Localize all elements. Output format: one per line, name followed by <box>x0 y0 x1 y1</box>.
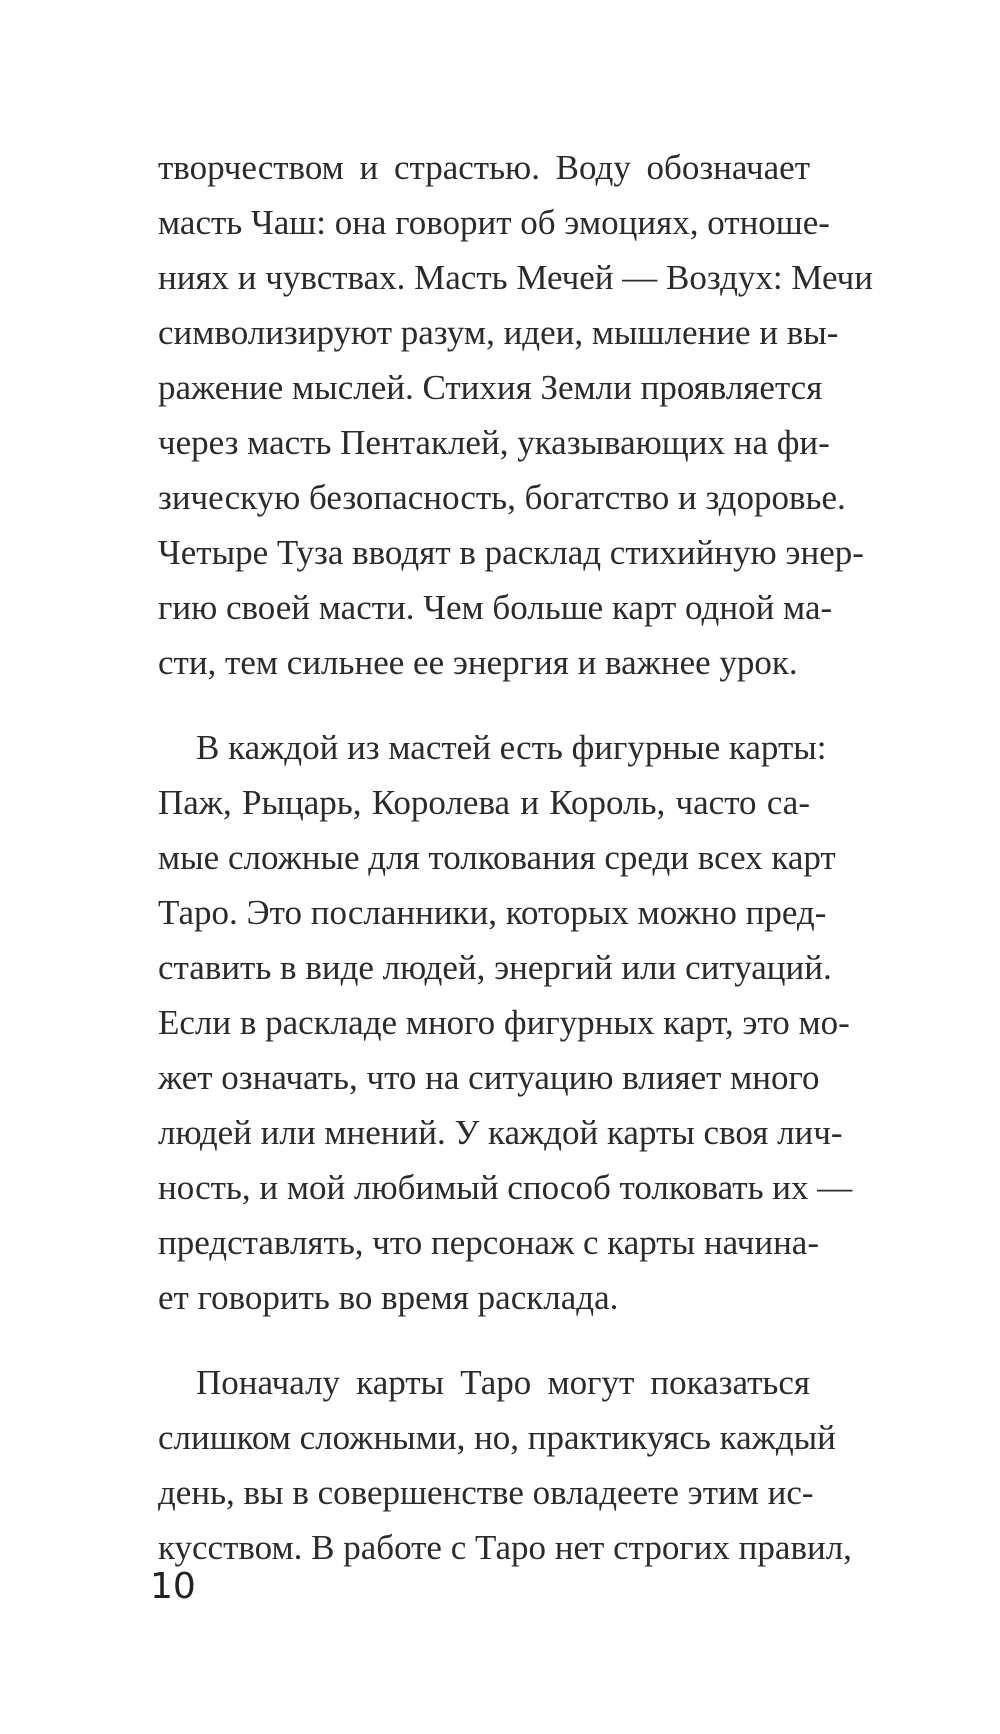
text-line: ражение мыслей. Стихия Земли проявляется <box>158 368 823 407</box>
paragraph <box>158 1355 852 1575</box>
text-line: Таро. Это посланники, которых можно пред- <box>158 893 827 932</box>
text-line: слишком сложными, но, практикуясь каждый <box>158 1418 836 1457</box>
text-line: Четыре Туза вводят в расклад стихийную энер- <box>158 533 864 572</box>
text-line: Паж, Рыцарь, Королева и Король, часто са- <box>158 783 810 822</box>
paragraph <box>158 140 874 690</box>
text-line: сти, тем сильнее ее энергия и важнее урок. <box>158 643 798 682</box>
text-line: масть Чаш: она говорит об эмоциях, отноше- <box>158 203 830 242</box>
text-line: зическую безопасность, богатство и здоровье. <box>158 478 846 517</box>
text-line: ставить в виде людей, энергий или ситуаций. <box>158 948 832 987</box>
text-line: Если в раскладе много фигурных карт, это мо- <box>158 1003 850 1042</box>
text-line: жет означать, что на ситуацию влияет много <box>158 1058 820 1097</box>
text-line: мые сложные для толкования среди всех карт <box>158 838 836 877</box>
text-line: ет говорить во время расклада. <box>158 1278 619 1317</box>
text-line: гию своей масти. Чем больше карт одной ма- <box>158 588 833 627</box>
text-line: В каждой из мастей есть фигурные карты: <box>196 728 827 767</box>
page-number: 10 <box>150 1566 196 1607</box>
text-line: представлять, что персонаж с карты начина- <box>158 1223 819 1262</box>
text-line: кусством. В работе с Таро нет строгих правил, <box>158 1528 852 1567</box>
page-body-text <box>158 140 874 1605</box>
text-line: через масть Пентаклей, указывающих на фи- <box>158 423 830 462</box>
text-line: Поначалу карты Таро могут показаться <box>196 1363 810 1402</box>
text-line: людей или мнений. У каждой карты своя лич- <box>158 1113 843 1152</box>
paragraph <box>158 720 853 1325</box>
text-line: ниях и чувствах. Масть Мечей — Воздух: Мечи <box>158 258 874 297</box>
text-line: творчеством и страстью. Воду обозначает <box>158 148 810 187</box>
text-line: символизируют разум, идеи, мышление и вы- <box>158 313 839 352</box>
text-line: ность, и мой любимый способ толковать их — <box>158 1168 853 1207</box>
text-line: день, вы в совершенстве овладеете этим ис- <box>158 1473 814 1512</box>
